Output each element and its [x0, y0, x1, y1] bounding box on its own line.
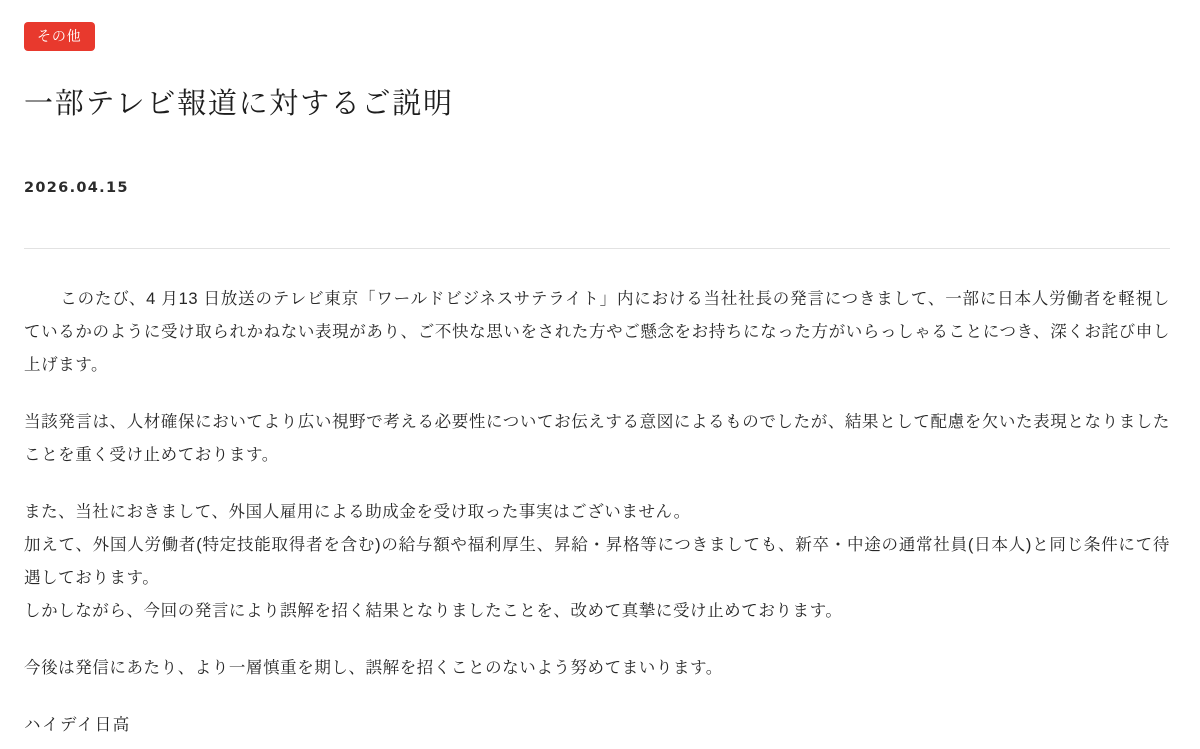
body-paragraph: 加えて、外国人労働者(特定技能取得者を含む)の給与額や福利厚生、昇給・昇格等につきましても、新卒・中途の通常社員(日本人)と同じ条件にて待遇しております。 [24, 536, 1170, 588]
article-body [24, 283, 1170, 742]
section-divider [24, 248, 1170, 249]
publish-date: 2026.04.15 [24, 180, 129, 197]
body-paragraph: 今後は発信にあたり、より一層慎重を期し、誤解を招くことのないよう努めてまいります。 [24, 659, 723, 678]
body-paragraph: また、当社におきまして、外国人雇用による助成金を受け取った事実はございません。 [24, 503, 691, 522]
body-paragraph: 当該発言は、人材確保においてより広い視野で考える必要性についてお伝えする意図によるものでしたが、結果として配慮を欠いた表現となりましたことを重く受け止めております。 [24, 413, 1170, 465]
page-title: 一部テレビ報道に対するご説明 [24, 88, 454, 120]
body-paragraph: このたび、4 月13 日放送のテレビ東京「ワールドビジネスサテライト」内における当社社長の発言につきまして、一部に日本人労働者を軽視しているかのように受け取られかねない表現があり、ご不快な思いをされた方やご懸念をお持ちになった方がいらっしゃることにつき、深くお詫び申し上げます。 [24, 290, 1170, 375]
category-badge: その他 [24, 22, 95, 51]
body-paragraph: しかしながら、今回の発言により誤解を招く結果となりましたことを、改めて真摯に受け止めております。 [24, 602, 843, 621]
signature: ハイデイ日高 [24, 716, 131, 735]
